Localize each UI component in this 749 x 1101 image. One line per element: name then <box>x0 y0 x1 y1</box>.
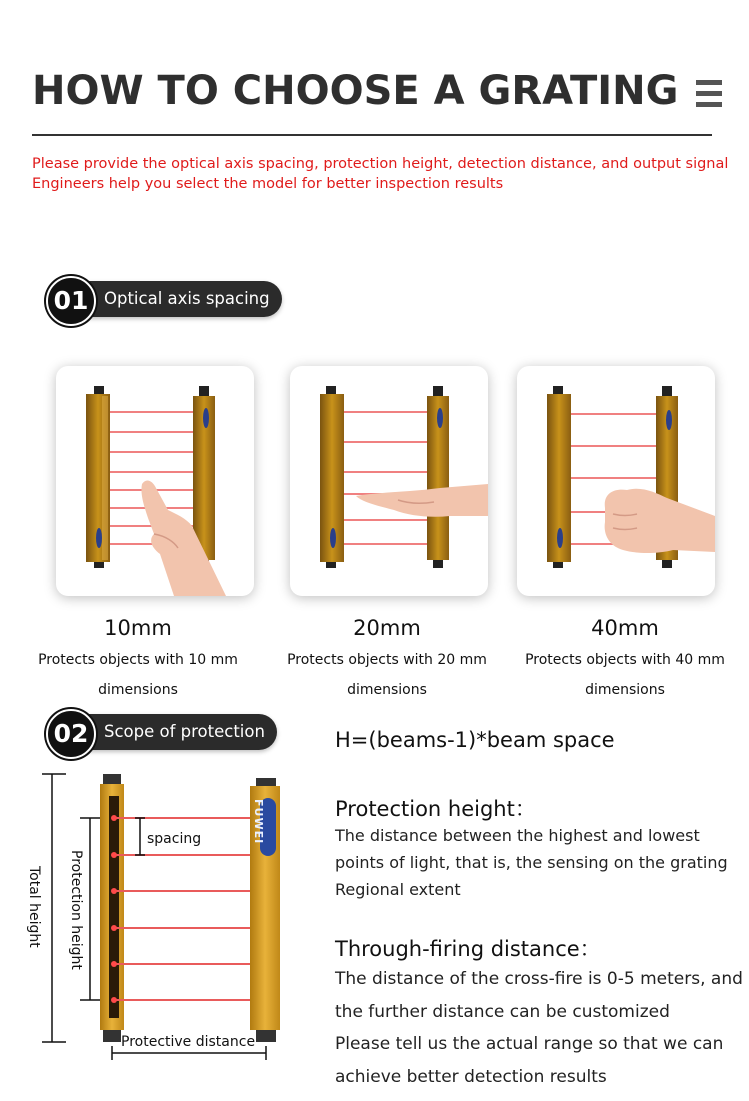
page-title: HOW TO CHOOSE A GRATING <box>32 68 679 114</box>
option-title-20mm: 20mm <box>353 616 421 640</box>
option-title-40mm: 40mm <box>591 616 659 640</box>
section-label: Scope of protection <box>66 714 277 750</box>
through-firing-heading: Through-firing distance： <box>335 937 601 961</box>
light-curtain-dimension-diagram <box>20 770 320 1065</box>
total-height-label: Total height <box>26 866 42 948</box>
protection-height-heading: Protection height： <box>335 797 536 821</box>
protective-distance-label: Protective distance <box>121 1034 256 1050</box>
option-card-40mm <box>517 366 715 596</box>
menu-icon[interactable] <box>696 80 722 108</box>
option-card-20mm <box>290 366 488 596</box>
through-firing-text: The distance of the cross-fire is 0-5 meters, and the further distance can be customized Please tell us the actual range so that we can achieve better detection results <box>335 969 743 1087</box>
section-number: 02 <box>46 709 96 759</box>
protection-height-text: The distance between the highest and lowest points of light, that is, the sensing on the grating Regional extent <box>335 826 728 899</box>
option-title-10mm: 10mm <box>104 616 172 640</box>
option-desc-20mm: Protects objects with 20 mm dimensions <box>287 652 487 698</box>
option-card-10mm <box>56 366 254 596</box>
intro-line-2: Engineers help you select the model for better inspection results <box>32 176 504 192</box>
height-formula: H=(beams-1)*beam space <box>335 728 615 752</box>
brand-label: FUWEI <box>252 799 265 845</box>
spacing-label: spacing <box>147 831 202 847</box>
protection-height-label: Protection height <box>68 850 84 970</box>
option-desc-10mm: Protects objects with 10 mm dimensions <box>38 652 238 698</box>
option-desc-40mm: Protects objects with 40 mm dimensions <box>525 652 725 698</box>
palm-through-light-curtain-illustration <box>290 366 488 596</box>
section-label: Optical axis spacing <box>66 281 282 317</box>
finger-through-light-curtain-illustration <box>56 366 254 596</box>
intro-line-1: Please provide the optical axis spacing, protection height, detection distance, and output signal <box>32 156 729 172</box>
title-divider <box>32 134 712 136</box>
section-number: 01 <box>46 276 96 326</box>
fist-through-light-curtain-illustration <box>517 366 715 596</box>
